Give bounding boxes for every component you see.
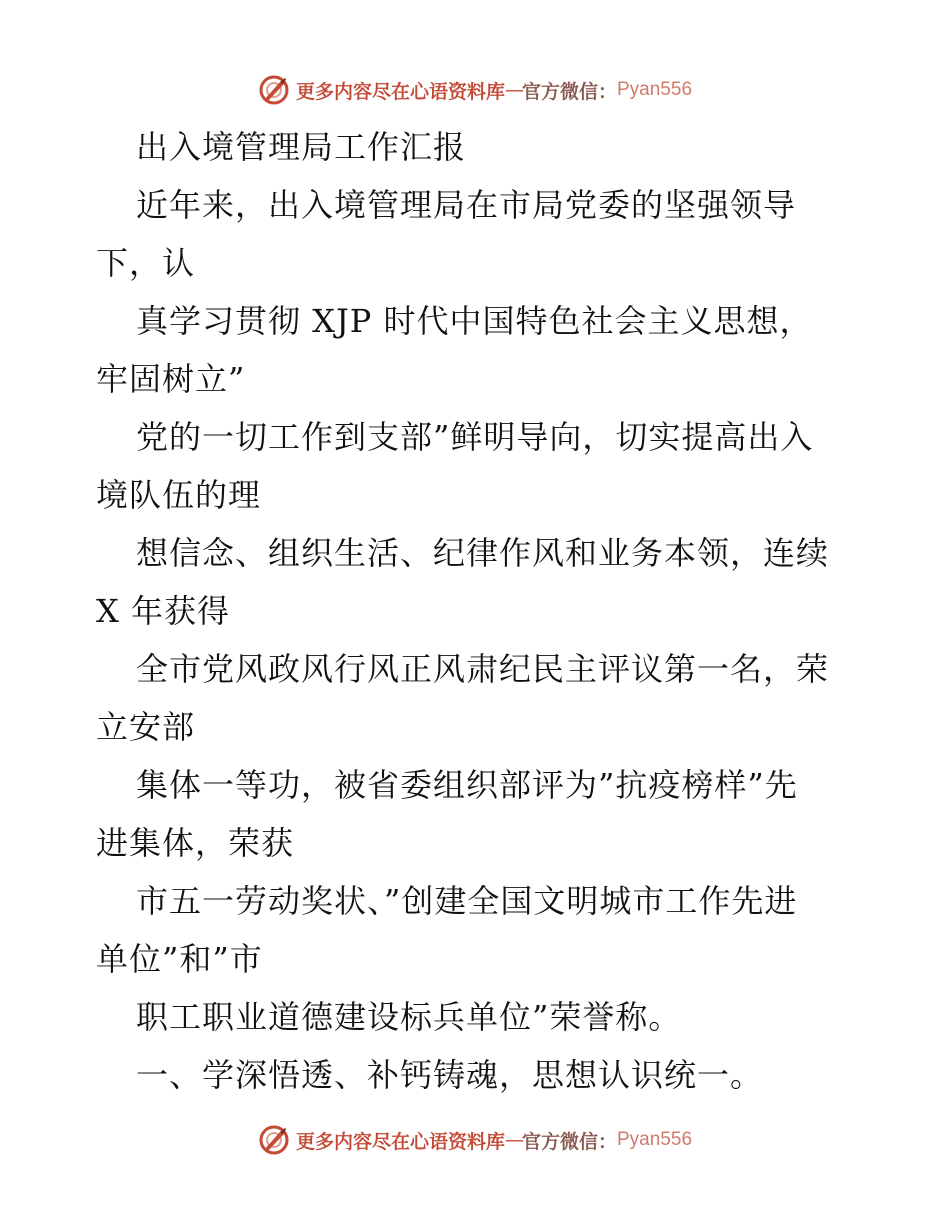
pen-logo-icon — [258, 74, 290, 106]
watermark-brand: 更多内容尽在心语资料库 — [295, 80, 505, 103]
pen-logo-icon — [258, 1124, 290, 1156]
paragraph-line: 集体一等功，被省委组织部评为”抗疫榜样”先 — [136, 766, 798, 804]
document-body — [96, 118, 856, 1104]
document-title: 出入境管理局工作汇报 — [136, 128, 467, 166]
paragraph-line: 境队伍的理 — [96, 476, 262, 514]
paragraph-line: X 年获得 — [96, 592, 230, 630]
watermark-wechat-id: Pyan556 — [617, 1129, 693, 1150]
paragraph-line: 立安部 — [96, 708, 196, 746]
watermark-wechat-id: Pyan556 — [617, 79, 693, 100]
paragraph-line: 真学习贯彻 XJP 时代中国特色社会主义思想， — [136, 302, 813, 340]
watermark-dash: — — [504, 1129, 522, 1151]
watermark-official-label: 官方微信： — [521, 1130, 617, 1153]
section-heading: 一、学深悟透、补钙铸魂，思想认识统一。 — [136, 1056, 764, 1094]
paragraph-line: 市五一劳动奖状、”创建全国文明城市工作先进 — [136, 882, 798, 920]
watermark-brand: 更多内容尽在心语资料库 — [295, 1130, 505, 1153]
watermark-footer — [0, 1120, 950, 1160]
watermark-header — [0, 70, 950, 110]
paragraph-line: 职工职业道德建设标兵单位”荣誉称。 — [136, 998, 682, 1036]
watermark-dash: — — [504, 79, 522, 101]
paragraph-line: 牢固树立” — [96, 360, 246, 398]
paragraph-line: 下，认 — [96, 244, 196, 282]
paragraph-line: 近年来，出入境管理局在市局党委的坚强领导 — [136, 186, 797, 224]
paragraph-line: 党的一切工作到支部”鲜明导向，切实提高出入 — [136, 418, 814, 456]
paragraph-line: 进集体，荣获 — [96, 824, 295, 862]
paragraph-line: 全市党风政风行风正风肃纪民主评议第一名，荣 — [136, 650, 830, 688]
paragraph-line: 单位”和”市 — [96, 940, 263, 978]
paragraph-line: 想信念、组织生活、纪律作风和业务本领，连续 — [136, 534, 830, 572]
watermark-official-label: 官方微信： — [521, 80, 617, 103]
